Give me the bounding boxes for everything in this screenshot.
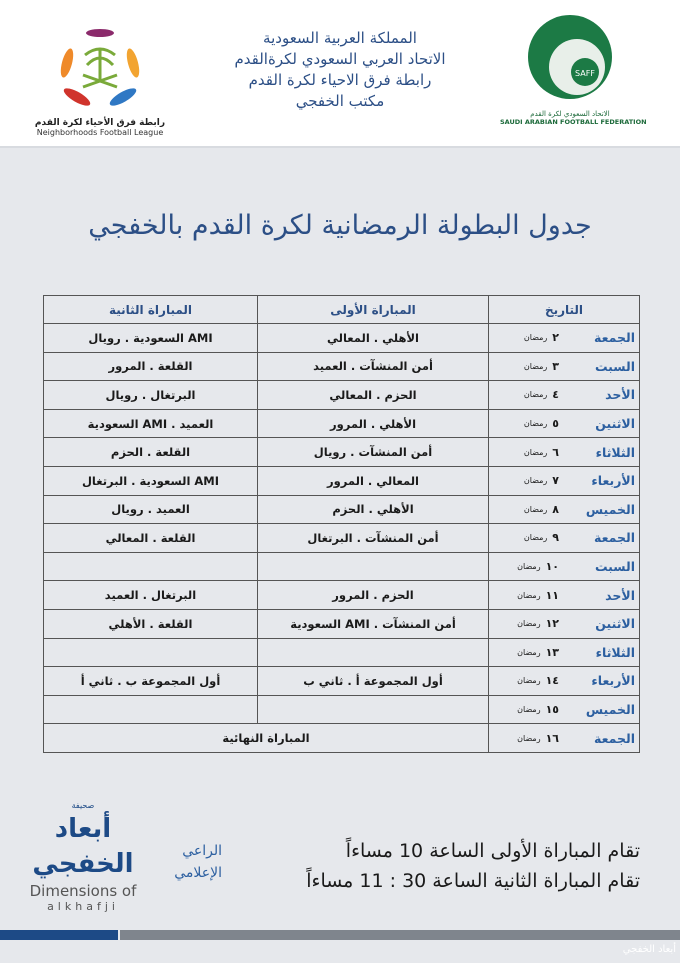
header-line: مكتب الخفجي (295, 92, 385, 110)
header-text (200, 28, 480, 112)
day-number: ١٦ (545, 731, 559, 745)
first-match: الأهلي . الحزم (258, 495, 489, 524)
date-cell (489, 638, 640, 667)
day-number: ١٢ (545, 617, 559, 631)
first-match: الأهلي . المعالي (258, 324, 489, 353)
day-name: السبت (594, 358, 635, 374)
date-cell (489, 495, 640, 524)
day-name: الجمعة (593, 330, 635, 346)
day-name: الأربعاء (591, 473, 635, 489)
date-cell (489, 724, 640, 753)
media-sponsor-label (160, 840, 222, 884)
table-row (44, 438, 640, 467)
date-cell (489, 466, 640, 495)
day-number: ١٣ (545, 645, 559, 659)
col-date: التاريخ (489, 296, 640, 324)
col-second-match: المباراة الثانية (44, 296, 258, 324)
date-cell (489, 524, 640, 553)
second-match: AMI السعودية . رويال (44, 324, 258, 353)
month-name: رمضان (517, 676, 541, 686)
first-match: أمن المنشآت . AMI السعودية (258, 609, 489, 638)
table-row (44, 466, 640, 495)
saff-emblem-icon (525, 12, 615, 102)
sponsor-label-1: الراعي (182, 843, 222, 859)
month-name: رمضان (523, 333, 548, 343)
schedule-table (43, 295, 640, 753)
first-match: أمن المنشآت . البرتغال (258, 524, 489, 553)
table-row (44, 324, 640, 353)
league-ball-icon (55, 25, 145, 110)
day-name: الخميس (585, 702, 635, 718)
second-match: AMI السعودية . البرتغال (44, 466, 258, 495)
second-match: العميد . رويال (44, 495, 258, 524)
second-match: القلعة . المرور (44, 352, 258, 381)
abaad-alkhafji-logo (10, 800, 156, 914)
first-match: المعالي . المرور (258, 466, 489, 495)
day-name: الأربعاء (591, 673, 635, 689)
saff-logo (500, 12, 647, 126)
date-cell (489, 352, 640, 381)
day-number: ٩ (552, 531, 559, 545)
table-row (44, 495, 640, 524)
month-name: رمضان (523, 533, 548, 543)
day-name: الاثنين (595, 616, 635, 632)
second-match: أول المجموعة ب . ثاني أ (44, 667, 258, 696)
second-match (44, 552, 258, 581)
day-number: ٧ (552, 474, 559, 488)
day-number: ٤ (552, 388, 559, 402)
day-name: الثلاثاء (595, 644, 635, 660)
saff-arabic: الاتحاد السعودي لكرة القدم (530, 110, 610, 118)
day-number: ٢ (552, 331, 559, 345)
second-match-time: تقام المباراة الثانية الساعة 30 : 11 مساءاً (306, 870, 640, 892)
table-row (44, 409, 640, 438)
day-name: الجمعة (593, 530, 635, 546)
month-name: رمضان (517, 647, 541, 657)
month-name: رمضان (517, 705, 541, 715)
header (0, 0, 680, 148)
table-row (44, 524, 640, 553)
watermark: أبعاد الخفجي (622, 944, 676, 955)
first-match: أمن المنشآت . رويال (258, 438, 489, 467)
league-logo-arabic: رابطة فرق الأحياء لكرة القدم (34, 118, 166, 128)
second-match: القلعة . الحزم (44, 438, 258, 467)
neighborhoods-league-logo (30, 25, 170, 135)
header-line: الاتحاد العربي السعودي لكرةالقدم (234, 50, 446, 68)
month-name: رمضان (517, 733, 541, 743)
table-row (44, 667, 640, 696)
final-match: المباراة النهائية (44, 724, 489, 753)
month-name: رمضان (523, 361, 548, 371)
date-cell (489, 695, 640, 724)
month-name: رمضان (517, 590, 541, 600)
saff-badge-text: SAFF (575, 69, 595, 78)
logo-main: أبعاد الخفجي (32, 814, 134, 880)
first-match: أول المجموعة أ . ثاني ب (258, 667, 489, 696)
first-match: أمن المنشآت . العميد (258, 352, 489, 381)
first-match: الحزم . المعالي (258, 381, 489, 410)
sponsor-label-2: الإعلامي (174, 865, 222, 881)
match-times (235, 836, 640, 896)
league-logo-english: Neighborhoods Football League (36, 128, 164, 137)
date-cell (489, 552, 640, 581)
month-name: رمضان (523, 447, 548, 457)
second-match: القلعة . الأهلي (44, 609, 258, 638)
table-row (44, 581, 640, 610)
day-number: ١٠ (545, 560, 559, 574)
day-name: السبت (594, 559, 635, 575)
table-row (44, 609, 640, 638)
header-line: رابطة فرق الاحياء لكرة القدم (248, 71, 432, 89)
day-number: ٨ (552, 502, 559, 516)
table-row (44, 552, 640, 581)
footer-bar-gray (120, 930, 680, 940)
first-match (258, 552, 489, 581)
logo-en1: Dimensions of (29, 882, 137, 901)
day-name: الأحد (605, 387, 635, 403)
table-row-final (44, 724, 640, 753)
day-name: الجمعة (593, 730, 635, 746)
table-row (44, 695, 640, 724)
day-number: ٦ (552, 445, 559, 459)
header-line: المملكة العربية السعودية (263, 29, 417, 47)
second-match: البرتغال . العميد (44, 581, 258, 610)
first-match (258, 638, 489, 667)
logo-top: صحيفة (71, 801, 95, 810)
table-row (44, 381, 640, 410)
month-name: رمضان (517, 619, 541, 629)
date-cell (489, 381, 640, 410)
table-row (44, 638, 640, 667)
saff-english: SAUDI ARABIAN FOOTBALL FEDERATION (500, 118, 647, 126)
logo-en2: alkhafji (47, 900, 119, 914)
day-number: ٣ (552, 359, 559, 373)
first-match (258, 695, 489, 724)
month-name: رمضان (523, 476, 548, 486)
day-name: الاثنين (595, 416, 635, 432)
second-match: العميد . AMI السعودية (44, 409, 258, 438)
month-name: رمضان (523, 390, 548, 400)
page-title: جدول البطولة الرمضانية لكرة القدم بالخفجي (88, 210, 592, 241)
day-name: الثلاثاء (595, 444, 635, 460)
day-number: ٥ (552, 417, 559, 431)
date-cell (489, 609, 640, 638)
day-name: الأحد (605, 587, 635, 603)
col-first-match: المباراة الأولى (258, 296, 489, 324)
footer-bar-blue (0, 930, 118, 940)
month-name: رمضان (517, 562, 541, 572)
day-number: ١٥ (545, 703, 559, 717)
date-cell (489, 438, 640, 467)
table-row (44, 352, 640, 381)
second-match: البرتغال . رويال (44, 381, 258, 410)
day-number: ١١ (545, 588, 559, 602)
second-match: القلعة . المعالي (44, 524, 258, 553)
first-match: الحزم . المرور (258, 581, 489, 610)
second-match (44, 695, 258, 724)
day-name: الخميس (585, 501, 635, 517)
first-match: الأهلي . المرور (258, 409, 489, 438)
month-name: رمضان (523, 419, 548, 429)
first-match-time: تقام المباراة الأولى الساعة 10 مساءاً (345, 840, 640, 862)
date-cell (489, 581, 640, 610)
month-name: رمضان (523, 504, 548, 514)
date-cell (489, 409, 640, 438)
day-number: ١٤ (545, 674, 559, 688)
second-match (44, 638, 258, 667)
date-cell (489, 324, 640, 353)
date-cell (489, 667, 640, 696)
